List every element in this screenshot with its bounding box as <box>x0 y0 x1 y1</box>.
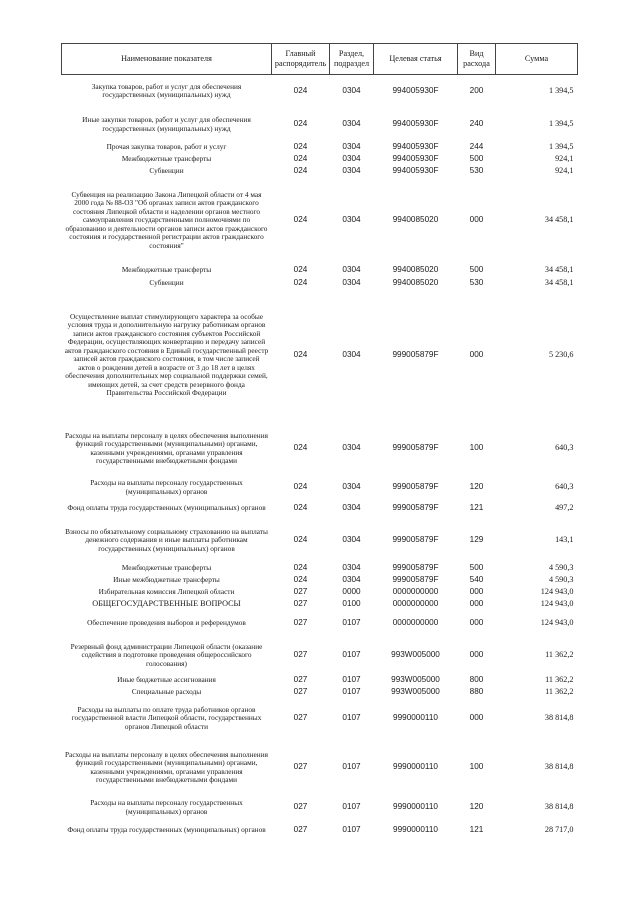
row-main-manager: 024 <box>293 119 308 129</box>
row-main-manager: 024 <box>293 154 308 164</box>
row-target-item: 9940085020 <box>392 277 439 287</box>
row-expense-type: 880 <box>469 687 484 697</box>
row-section: 0304 <box>342 142 361 152</box>
row-section: 0304 <box>342 264 361 274</box>
row-target-item: 994005930F <box>392 142 439 152</box>
row-main-manager: 024 <box>293 277 308 287</box>
table-row <box>62 75 578 108</box>
row-main-manager: 024 <box>293 482 308 492</box>
header-name: Наименование показателя <box>62 44 272 75</box>
row-sum: 497,2 <box>555 503 574 513</box>
table-row <box>62 154 578 166</box>
row-sum: 124 943,0 <box>540 618 574 628</box>
row-main-manager: 027 <box>293 802 308 812</box>
row-sum: 11 362,2 <box>545 687 574 697</box>
row-sum: 38 814,8 <box>544 802 574 812</box>
row-name: Закупка товаров, работ и услуг для обеспечения государственных (муниципальных) нужд <box>91 81 242 100</box>
row-target-item: 999005879F <box>392 349 439 359</box>
row-expense-type: 540 <box>469 575 484 585</box>
row-section: 0107 <box>342 825 361 835</box>
row-main-manager: 024 <box>293 215 308 225</box>
row-expense-type: 000 <box>469 650 484 660</box>
row-target-item: 0000000000 <box>392 618 439 628</box>
row-name: Расходы на выплаты персоналу государственных (муниципальных) органов <box>90 478 243 496</box>
header-target-item: Целевая статья <box>374 44 458 75</box>
row-section: 0304 <box>342 166 361 176</box>
table-row <box>62 587 578 599</box>
row-sum: 924,1 <box>555 154 574 164</box>
row-main-manager: 024 <box>293 85 308 95</box>
row-name: Расходы на выплаты персоналу в целях обеспечения выполнения функций государственными (муниципальными) органами, казенными учреждениями, органами управления государственными внебюджетными фондами <box>65 430 268 465</box>
row-target-item: 999005879F <box>392 535 439 545</box>
row-target-item: 9990000110 <box>393 762 438 772</box>
table-row <box>62 277 578 290</box>
row-target-item: 9990000110 <box>393 802 438 812</box>
row-expense-type: 120 <box>469 482 484 492</box>
row-expense-type: 530 <box>469 277 484 287</box>
row-sum: 1 394,5 <box>548 142 574 152</box>
row-main-manager: 027 <box>293 713 308 723</box>
row-target-item: 999005879F <box>392 482 439 492</box>
table-row <box>62 599 578 611</box>
row-main-manager: 024 <box>293 142 308 152</box>
row-target-item: 9940085020 <box>392 215 439 225</box>
row-main-manager: 027 <box>293 599 308 609</box>
row-target-item: 0000000000 <box>392 587 439 597</box>
row-name: Субвенции <box>149 277 184 287</box>
row-main-manager: 027 <box>293 675 308 685</box>
row-sum: 640,3 <box>555 482 574 492</box>
row-sum: 124 943,0 <box>540 599 574 609</box>
row-section: 0304 <box>342 277 361 287</box>
table-row <box>62 611 578 637</box>
row-section: 0304 <box>342 503 361 513</box>
row-expense-type: 000 <box>469 618 484 628</box>
row-name: Иные закупки товаров, работ и услуг для обеспечения государственных (муниципальных) нужд <box>82 115 251 133</box>
row-sum: 1 394,5 <box>548 85 574 95</box>
table-row <box>62 575 578 587</box>
row-section: 0304 <box>342 443 361 453</box>
header-expense-type: Вид расхода <box>458 44 496 75</box>
budget-table <box>61 43 578 843</box>
table-row <box>62 563 578 575</box>
row-target-item: 999005879F <box>392 443 439 453</box>
row-sum: 34 458,1 <box>544 264 574 274</box>
row-target-item: 9940085020 <box>392 264 439 274</box>
row-main-manager: 027 <box>293 650 308 660</box>
row-expense-type: 000 <box>469 713 484 723</box>
row-target-item: 9990000110 <box>393 825 438 835</box>
row-target-item: 999005879F <box>392 503 439 513</box>
row-sum: 38 814,8 <box>544 762 574 772</box>
row-main-manager: 024 <box>293 575 308 585</box>
table-row <box>62 108 578 142</box>
row-sum: 1 394,5 <box>548 119 574 129</box>
row-section: 0000 <box>342 587 361 597</box>
row-target-item: 999005879F <box>392 563 439 573</box>
row-name: Межбюджетные трансферты <box>121 563 212 573</box>
row-section: 0107 <box>342 687 361 697</box>
row-section: 0304 <box>342 575 361 585</box>
table-row <box>62 421 578 477</box>
row-name: Иные межбюджетные трансферты <box>113 575 220 585</box>
row-expense-type: 200 <box>469 85 484 95</box>
row-expense-type: 000 <box>469 587 484 597</box>
row-name: Фонд оплаты труда государственных (муниципальных) органов <box>67 825 266 835</box>
row-name: Субвенции <box>149 166 184 176</box>
row-section: 0107 <box>342 650 361 660</box>
table-row <box>62 699 578 739</box>
row-sum: 11 362,2 <box>545 675 574 685</box>
row-target-item: 994005930F <box>392 119 439 129</box>
row-target-item: 994005930F <box>392 85 439 95</box>
row-expense-type: 121 <box>469 825 484 835</box>
row-sum: 640,3 <box>555 443 574 453</box>
row-expense-type: 000 <box>469 599 484 609</box>
row-main-manager: 027 <box>293 687 308 697</box>
row-target-item: 993W005000 <box>391 650 440 660</box>
row-main-manager: 024 <box>293 264 308 274</box>
row-sum: 38 814,8 <box>544 713 574 723</box>
table-row <box>62 687 578 699</box>
row-section: 0107 <box>342 802 361 812</box>
row-main-manager: 027 <box>293 825 308 835</box>
row-main-manager: 027 <box>293 762 308 772</box>
row-name: Иные бюджетные ассигнования <box>117 675 216 685</box>
row-expense-type: 500 <box>469 154 484 164</box>
row-expense-type: 800 <box>469 675 484 685</box>
row-name: Расходы на выплаты по оплате труда работников органов государственной власти Липецкой области, государственных органов Липецкой области <box>71 704 262 731</box>
row-main-manager: 024 <box>293 535 308 545</box>
row-section: 0304 <box>342 154 361 164</box>
table-row <box>62 637 578 675</box>
row-main-manager: 024 <box>293 563 308 573</box>
row-target-item: 994005930F <box>392 166 439 176</box>
row-main-manager: 027 <box>293 618 308 628</box>
row-name: Осуществление выплат стимулирующего характера за особые условия труда и дополнительную нагрузку работникам органов записи актов гражданского состояния субъектов Российской Федерации, осуществляющих конвертацию и передачу записей актов гражданского состояния в Единый государственный реестр записей актов гражданского состояния, в том числе записей актов о рождении детей в возрасте от 3 до 18 лет в целях обеспечения дополнительных мер социальной поддержки семей, имеющих детей, за счет средств резервного фонда Правительства Российской Федерации <box>64 311 269 397</box>
row-name: Расходы на выплаты персоналу в целях обеспечения выполнения функций государственными (муниципальными) органами, казенными учреждениями, органами управления государственными внебюджетными фондами <box>65 749 268 784</box>
row-section: 0304 <box>342 215 361 225</box>
row-name: Субвенция на реализацию Закона Липецкой области от 4 мая 2000 года № 88-ОЗ "Об органах записи актов гражданского состояния Липецкой области и наделении органов местного самоуправления государственными полномочиями по образованию и деятельности органов записи актов гражданского состояния и государственной регистрации актов гражданского состояния" <box>65 189 268 250</box>
row-main-manager: 024 <box>293 166 308 176</box>
row-expense-type: 500 <box>469 563 484 573</box>
row-expense-type: 240 <box>469 119 484 129</box>
row-sum: 11 362,2 <box>545 650 574 660</box>
row-expense-type: 000 <box>469 215 484 225</box>
table-row <box>62 290 578 421</box>
row-sum: 28 717,0 <box>544 825 574 835</box>
row-main-manager: 024 <box>293 503 308 513</box>
table-header-row <box>62 44 578 75</box>
row-section: 0304 <box>342 85 361 95</box>
row-main-manager: 027 <box>293 587 308 597</box>
row-sum: 34 458,1 <box>544 277 574 287</box>
table-row <box>62 166 578 178</box>
row-target-item: 993W005000 <box>391 675 440 685</box>
row-target-item: 0000000000 <box>392 599 439 609</box>
row-expense-type: 530 <box>469 166 484 176</box>
header-main-manager: Главный распорядитель <box>272 44 330 75</box>
row-main-manager: 024 <box>293 443 308 453</box>
row-sum: 4 590,3 <box>548 563 574 573</box>
row-section: 0107 <box>342 762 361 772</box>
table-row <box>62 178 578 264</box>
row-name: Фонд оплаты труда государственных (муниципальных) органов <box>67 503 266 513</box>
row-sum: 124 943,0 <box>540 587 574 597</box>
row-name: Резервный фонд администрации Липецкой области (оказание содействия в подготовке проведения общероссийского голосования) <box>70 641 263 668</box>
row-target-item: 9990000110 <box>393 713 438 723</box>
row-section: 0304 <box>342 563 361 573</box>
row-sum: 4 590,3 <box>548 575 574 585</box>
row-section: 0100 <box>342 599 361 609</box>
row-section: 0107 <box>342 713 361 723</box>
table-row <box>62 499 578 519</box>
table-row <box>62 264 578 277</box>
row-name: Межбюджетные трансферты <box>121 264 212 274</box>
row-target-item: 993W005000 <box>391 687 440 697</box>
row-section: 0304 <box>342 119 361 129</box>
row-main-manager: 024 <box>293 349 308 359</box>
row-expense-type: 121 <box>469 503 484 513</box>
row-section: 0304 <box>342 535 361 545</box>
row-sum: 34 458,1 <box>544 215 574 225</box>
row-name: Избирательная комиссия Липецкой области <box>98 587 235 597</box>
row-expense-type: 244 <box>469 142 484 152</box>
row-expense-type: 129 <box>469 535 484 545</box>
row-expense-type: 000 <box>469 349 484 359</box>
table-row <box>62 477 578 499</box>
table-row <box>62 675 578 687</box>
table-row <box>62 797 578 819</box>
row-name: ОБЩЕГОСУДАРСТВЕННЫЕ ВОПРОСЫ <box>92 599 241 609</box>
row-expense-type: 100 <box>469 443 484 453</box>
table-row <box>62 142 578 154</box>
table-row <box>62 519 578 563</box>
row-expense-type: 100 <box>469 762 484 772</box>
row-name: Межбюджетные трансферты <box>121 154 212 164</box>
row-expense-type: 120 <box>469 802 484 812</box>
row-sum: 143,1 <box>555 535 574 545</box>
row-section: 0304 <box>342 482 361 492</box>
row-name: Расходы на выплаты персоналу государственных (муниципальных) органов <box>90 798 243 816</box>
row-target-item: 999005879F <box>392 575 439 585</box>
row-name: Обеспечение проведения выборов и референдумов <box>87 618 246 628</box>
table-row <box>62 819 578 843</box>
row-sum: 924,1 <box>555 166 574 176</box>
header-section: Раздел, подраздел <box>330 44 374 75</box>
row-name: Взносы по обязательному социальному страхованию на выплаты денежного содержания и иные выплаты работникам государственных (муниципальных) органов <box>65 526 268 553</box>
row-name: Прочая закупка товаров, работ и услуг <box>106 142 227 152</box>
header-sum: Сумма <box>496 44 578 75</box>
row-section: 0107 <box>342 618 361 628</box>
row-sum: 5 230,6 <box>548 349 574 359</box>
row-target-item: 994005930F <box>392 154 439 164</box>
row-section: 0304 <box>342 349 361 359</box>
row-expense-type: 500 <box>469 264 484 274</box>
row-name: Специальные расходы <box>131 687 202 697</box>
table-row <box>62 739 578 797</box>
row-section: 0107 <box>342 675 361 685</box>
